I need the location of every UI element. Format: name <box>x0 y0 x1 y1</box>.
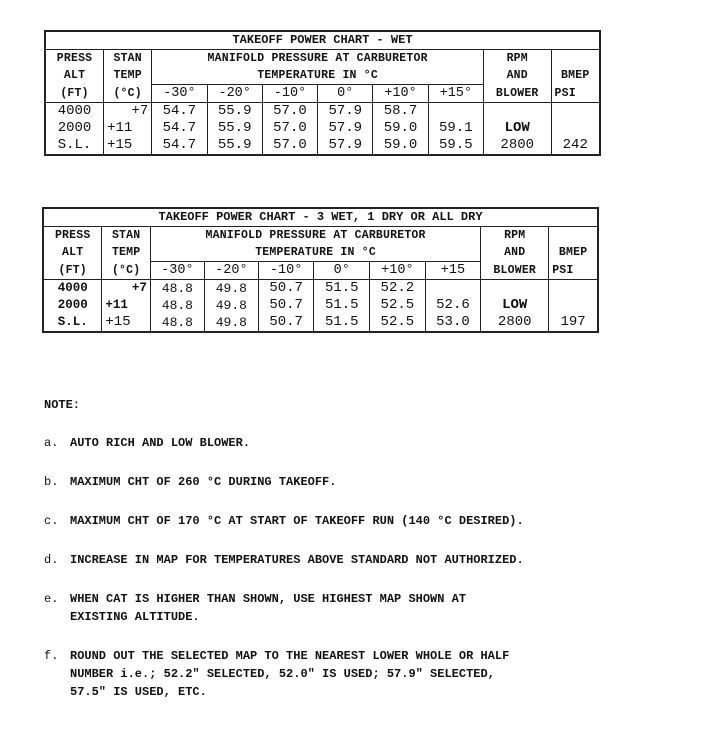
note-item <box>44 512 524 530</box>
value-cell <box>425 280 481 298</box>
header-press: PRESS <box>43 227 102 245</box>
temp-cell: +7 <box>102 280 150 298</box>
header-rpm: RPM <box>483 50 551 68</box>
value-cell: 50.7 <box>258 280 314 298</box>
header-manifold: MANIFOLD PRESSURE AT CARBURETOR <box>152 50 484 68</box>
header-bmep-blank <box>551 50 600 68</box>
table-row <box>45 120 600 137</box>
note-label: c. <box>44 514 59 528</box>
note-label: f. <box>44 649 59 663</box>
alt-cell: S.L. <box>43 314 102 332</box>
value-cell: 48.8 <box>150 297 204 314</box>
temp-col: +15° <box>428 85 483 103</box>
header-stan: STAN <box>102 227 150 245</box>
value-cell: 59.0 <box>373 137 428 155</box>
header-bmep-blank <box>549 227 598 245</box>
note-text: AUTO RICH AND LOW BLOWER. <box>70 436 251 450</box>
note-label: e. <box>44 592 59 606</box>
note-label: a. <box>44 436 59 450</box>
value-cell: 52.6 <box>425 297 481 314</box>
alt-cell: 2000 <box>45 120 104 137</box>
value-cell: 54.7 <box>152 120 207 137</box>
notes-heading: NOTE: <box>44 398 81 412</box>
temp-col: +10° <box>373 85 428 103</box>
header-psi: PSI <box>551 85 600 103</box>
header-rpm: RPM <box>481 227 549 245</box>
temp-col: -30° <box>152 85 207 103</box>
value-cell: 51.5 <box>314 314 370 332</box>
header-degc: (°C) <box>102 262 150 280</box>
table-row <box>43 280 598 298</box>
temp-col: 0° <box>314 262 370 280</box>
temp-col: 0° <box>318 85 373 103</box>
header-and: AND <box>481 244 549 262</box>
alt-cell: 2000 <box>43 297 102 314</box>
value-cell: 48.8 <box>150 314 204 332</box>
temp-cell: +15 <box>104 137 152 155</box>
header-alt: ALT <box>45 67 104 85</box>
bmep-cell <box>551 120 600 137</box>
table-row <box>45 103 600 121</box>
note-text: NUMBER i.e.; 52.2" SELECTED, 52.0" IS USED; 57.9" SELECTED, <box>70 667 495 681</box>
note-item <box>44 551 524 569</box>
value-cell: 54.7 <box>152 103 207 121</box>
header-degc: (°C) <box>104 85 152 103</box>
bmep-cell <box>551 103 600 121</box>
header-temp: TEMP <box>104 67 152 85</box>
header-temp: TEMP <box>102 244 150 262</box>
value-cell: 49.8 <box>204 297 258 314</box>
temp-col: -10° <box>262 85 317 103</box>
blower-cell: LOW <box>481 297 549 314</box>
temp-col: -10° <box>258 262 314 280</box>
header-bmep: BMEP <box>551 67 600 85</box>
value-cell: 57.0 <box>262 137 317 155</box>
alt-cell: 4000 <box>45 103 104 121</box>
temp-col: -20° <box>204 262 258 280</box>
note-text: MAXIMUM CHT OF 260 °C DURING TAKEOFF. <box>70 475 337 489</box>
value-cell: 48.8 <box>150 280 204 298</box>
header-press: PRESS <box>45 50 104 68</box>
note-item <box>44 473 524 491</box>
value-cell: 59.5 <box>428 137 483 155</box>
takeoff-power-chart-wet <box>44 30 601 156</box>
value-cell: 57.0 <box>262 120 317 137</box>
value-cell: 49.8 <box>204 314 258 332</box>
note-text: INCREASE IN MAP FOR TEMPERATURES ABOVE STANDARD NOT AUTHORIZED. <box>70 553 524 567</box>
temp-cell: +15 <box>102 314 150 332</box>
value-cell: 55.9 <box>207 120 262 137</box>
takeoff-power-chart-dry <box>42 207 599 333</box>
alt-cell: S.L. <box>45 137 104 155</box>
notes-section <box>44 398 524 722</box>
value-cell: 55.9 <box>207 137 262 155</box>
header-ft: (FT) <box>43 262 102 280</box>
value-cell: 59.0 <box>373 120 428 137</box>
bmep-cell: 197 <box>549 314 598 332</box>
value-cell: 57.9 <box>318 120 373 137</box>
header-and: AND <box>483 67 551 85</box>
rpm-cell <box>483 103 551 121</box>
rpm-cell: 2800 <box>481 314 549 332</box>
note-item <box>44 434 524 452</box>
value-cell: 58.7 <box>373 103 428 121</box>
header-manifold: MANIFOLD PRESSURE AT CARBURETOR <box>150 227 480 245</box>
value-cell: 57.9 <box>318 103 373 121</box>
note-text: ROUND OUT THE SELECTED MAP TO THE NEAREST LOWER WHOLE OR HALF <box>70 649 510 663</box>
value-cell: 51.5 <box>314 297 370 314</box>
header-psi: PSI <box>549 262 598 280</box>
value-cell: 52.5 <box>370 314 426 332</box>
header-temperature: TEMPERATURE IN °C <box>150 244 480 262</box>
value-cell: 51.5 <box>314 280 370 298</box>
temp-col: +10° <box>370 262 426 280</box>
bmep-cell <box>549 280 598 298</box>
note-item <box>44 647 524 701</box>
note-item <box>44 590 524 626</box>
temp-col: -30° <box>150 262 204 280</box>
bmep-cell: 242 <box>551 137 600 155</box>
note-label: b. <box>44 475 59 489</box>
note-label: d. <box>44 553 59 567</box>
rpm-cell: 2800 <box>483 137 551 155</box>
header-alt: ALT <box>43 244 102 262</box>
value-cell: 57.9 <box>318 137 373 155</box>
note-text: WHEN CAT IS HIGHER THAN SHOWN, USE HIGHEST MAP SHOWN AT <box>70 592 467 606</box>
alt-cell: 4000 <box>43 280 102 298</box>
temp-col: +15 <box>425 262 481 280</box>
header-ft: (FT) <box>45 85 104 103</box>
table-row <box>43 314 598 332</box>
temp-cell: +11 <box>104 120 152 137</box>
value-cell <box>428 103 483 121</box>
value-cell: 59.1 <box>428 120 483 137</box>
temp-col: -20° <box>207 85 262 103</box>
value-cell: 54.7 <box>152 137 207 155</box>
header-stan: STAN <box>104 50 152 68</box>
note-text: MAXIMUM CHT OF 170 °C AT START OF TAKEOFF RUN (140 °C DESIRED). <box>70 514 524 528</box>
value-cell: 53.0 <box>425 314 481 332</box>
rpm-cell <box>481 280 549 298</box>
table-row <box>43 297 598 314</box>
value-cell: 50.7 <box>258 314 314 332</box>
header-blower: BLOWER <box>483 85 551 103</box>
value-cell: 50.7 <box>258 297 314 314</box>
value-cell: 55.9 <box>207 103 262 121</box>
header-temperature: TEMPERATURE IN °C <box>152 67 484 85</box>
note-text: EXISTING ALTITUDE. <box>70 610 200 624</box>
table-row <box>45 137 600 155</box>
temp-cell: +11 <box>102 297 150 314</box>
blower-cell: LOW <box>483 120 551 137</box>
table-title: TAKEOFF POWER CHART - WET <box>45 31 600 50</box>
note-text: 57.5" IS USED, ETC. <box>70 685 207 699</box>
value-cell: 49.8 <box>204 280 258 298</box>
header-blower: BLOWER <box>481 262 549 280</box>
table-title: TAKEOFF POWER CHART - 3 WET, 1 DRY OR ALL DRY <box>43 208 598 227</box>
bmep-cell <box>549 297 598 314</box>
value-cell: 52.5 <box>370 297 426 314</box>
value-cell: 57.0 <box>262 103 317 121</box>
temp-cell: +7 <box>104 103 152 121</box>
value-cell: 52.2 <box>370 280 426 298</box>
header-bmep: BMEP <box>549 244 598 262</box>
